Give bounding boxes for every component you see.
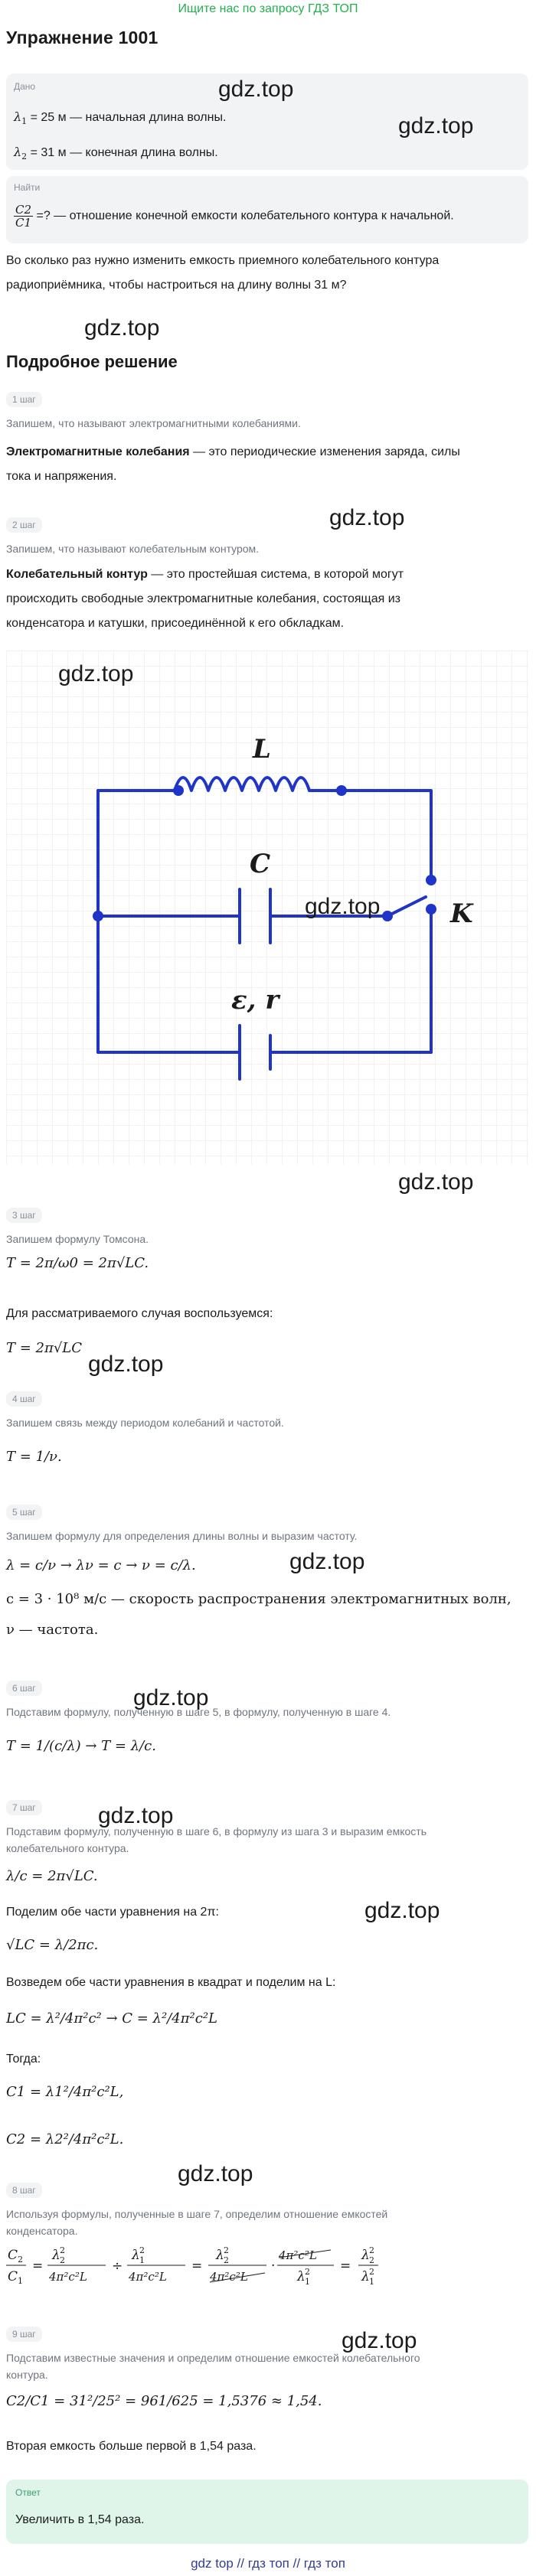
svg-text:2: 2 — [139, 2245, 145, 2255]
step-5-formula — [6, 1557, 528, 1574]
svg-text:4π²c²L: 4π²c²L — [49, 2270, 87, 2284]
step-1-definition-cont: тока и напряжения. — [6, 470, 117, 483]
svg-text:2: 2 — [60, 2255, 65, 2265]
svg-text:λ: λ — [361, 2269, 370, 2284]
footer-separator: // — [289, 2556, 304, 2571]
definition: — это простейшая система, в которой могут — [147, 568, 404, 581]
step-5-nu — [6, 1621, 528, 1639]
junction-dot — [382, 911, 393, 921]
watermark: gdz.top — [329, 505, 405, 530]
step-8-intro-cont: конденсатора. — [6, 2225, 78, 2237]
step-7-then: Тогда: — [6, 2053, 41, 2066]
svg-text:λ: λ — [216, 2248, 224, 2263]
watermark: gdz.top — [305, 894, 381, 919]
capacitor-label: C — [250, 849, 271, 879]
svg-text:4π²c²L: 4π²c²L — [129, 2270, 167, 2284]
step-7-formula-1 — [6, 1867, 528, 1885]
svg-text:2: 2 — [305, 2267, 310, 2277]
step-7-intro-cont: колебательного контура. — [6, 1842, 129, 1854]
footer-link-2[interactable]: гдз топ — [247, 2556, 289, 2571]
watermark: gdz.top — [58, 661, 134, 686]
step-chip: 6 шаг — [6, 1681, 42, 1696]
step-7-formula-3 — [6, 2010, 528, 2027]
step-8-intro: Используя формулы, полученные в шаге 7, определим отношение емкостей — [6, 2208, 388, 2220]
svg-text:2: 2 — [369, 2267, 374, 2277]
junction-dot — [93, 911, 103, 921]
lambda-symbol: λ — [14, 109, 22, 124]
formula-text: λ/c = 2π√LC. — [6, 1868, 98, 1884]
given-text: = 31 м — конечная длина волны. — [27, 146, 218, 159]
step-1-intro: Запишем, что называют электромагнитными колебаниями. — [6, 417, 301, 429]
step-1-definition — [6, 444, 528, 461]
step-3-formula-2 — [6, 1339, 528, 1357]
watermark: gdz.top — [342, 2328, 417, 2353]
step-4-intro: Запишем связь между периодом колебаний и частотой. — [6, 1417, 284, 1429]
svg-text:2: 2 — [369, 2255, 374, 2265]
svg-text:1: 1 — [305, 2277, 310, 2287]
footer-link-1[interactable]: gdz top — [191, 2556, 234, 2571]
svg-text:1: 1 — [369, 2277, 374, 2287]
formula-text: T = 2π/ω0 = 2π√LC. — [6, 1255, 149, 1271]
step-chip: 9 шаг — [6, 2327, 42, 2342]
term: Колебательный контур — [6, 568, 148, 581]
step-4 — [6, 1391, 528, 1407]
step-3-note: Для рассматриваемого случая воспользуемся: — [6, 1307, 273, 1320]
step-6-intro: Подставим формулу, полученную в шаге 5, в формулу, полученную в шаге 4. — [6, 1706, 391, 1718]
step-3-intro: Запишем формулу Томсона. — [6, 1233, 149, 1245]
step-4-formula — [6, 1448, 528, 1466]
svg-text:1: 1 — [18, 2276, 23, 2286]
watermark: gdz.top — [84, 315, 160, 341]
find-line — [14, 204, 454, 229]
watermark: gdz.top — [98, 1803, 174, 1828]
definition: — это периодические изменения заряда, силы — [189, 445, 460, 458]
svg-text:÷: ÷ — [112, 2258, 123, 2274]
answer-label: Ответ — [15, 2487, 41, 2498]
ratio-fraction — [14, 204, 33, 229]
term: Электромагнитные колебания — [6, 445, 190, 458]
lambda-index: 2 — [21, 152, 28, 161]
find-text: =? — отношение конечной емкости колебательного контура к начальной. — [33, 209, 454, 223]
step-5-intro: Запишем формулу для определения длины волны и выразим частоту. — [6, 1530, 358, 1542]
step-2 — [6, 517, 528, 533]
search-banner[interactable]: Ищите нас по запросу ГДЗ ТОП — [178, 2, 358, 15]
formula-text: T = 1/ν. — [6, 1449, 62, 1465]
switch-contact — [426, 875, 436, 885]
svg-text:λ: λ — [52, 2248, 60, 2263]
junction-dot — [173, 785, 184, 796]
step-chip: 1 шаг — [6, 392, 42, 407]
svg-text:4π²c²L: 4π²c²L — [210, 2270, 248, 2284]
svg-text:λ: λ — [361, 2248, 370, 2263]
formula-text: LC = λ²/4π²c² → C = λ²/4π²c²L — [6, 2010, 217, 2027]
page-title: Упражнение 1001 — [6, 28, 159, 47]
step-2-definition-cont: происходить свободные электромагнитные колебания, состоящая из — [6, 592, 400, 605]
watermark: gdz.top — [88, 1352, 164, 1377]
formula-text: C2/C1 = 31²/25² = 961/625 = 1,5376 ≈ 1,54. — [6, 2393, 322, 2409]
footer-links — [0, 2556, 536, 2571]
step-2-definition-cont2: конденсатора и катушки, присоединённой к его обкладкам. — [6, 617, 345, 630]
answer-box — [6, 2480, 528, 2544]
svg-text:2: 2 — [224, 2245, 229, 2255]
watermark: gdz.top — [218, 77, 294, 102]
formula-text: T = 2π√LC — [6, 1340, 83, 1356]
svg-text:C: C — [8, 2269, 18, 2284]
svg-text:2: 2 — [60, 2245, 65, 2255]
step-7-square-note: Возведем обе части уравнения в квадрат и поделим на L: — [6, 1976, 336, 1989]
step-3-formula — [6, 1255, 528, 1272]
svg-text:=: = — [340, 2258, 351, 2274]
svg-text:λ: λ — [297, 2269, 306, 2284]
step-5-speed — [6, 1590, 528, 1608]
svg-text:C: C — [8, 2248, 18, 2263]
svg-text:·: · — [271, 2258, 276, 2274]
step-8-formula — [6, 2242, 528, 2288]
step-9-conclusion: Вторая емкость больше первой в 1,54 раза. — [6, 2440, 257, 2453]
lambda-index: 1 — [21, 116, 28, 126]
step-3 — [6, 1208, 528, 1223]
svg-text:2: 2 — [18, 2255, 23, 2265]
step-chip: 3 шаг — [6, 1208, 42, 1223]
step-8 — [6, 2183, 528, 2198]
step-7-intro: Подставим формулу, полученную в шаге 6, в формулу из шага 3 и выразим емкость — [6, 1825, 427, 1837]
question-line-1: Во сколько раз нужно изменить емкость приемного колебательного контура — [6, 254, 440, 267]
formula-text: T = 1/(c/λ) → T = λ/c. — [6, 1738, 156, 1754]
formula-text: C1 = λ1²/4π²c²L, — [6, 2084, 124, 2100]
formula-text: ν — частота. — [6, 1622, 99, 1638]
footer-separator: // — [233, 2556, 248, 2571]
step-2-definition — [6, 566, 528, 583]
fraction-numerator: C2 — [15, 203, 32, 217]
watermark: gdz.top — [178, 2161, 253, 2186]
step-2-intro: Запишем, что называют колебательным контуром. — [6, 543, 260, 555]
step-7-formula-4 — [6, 2083, 528, 2101]
step-9 — [6, 2327, 528, 2342]
svg-text:=: = — [32, 2258, 44, 2274]
step-chip: 4 шаг — [6, 1391, 42, 1407]
watermark: gdz.top — [133, 1685, 209, 1710]
junction-dot — [336, 785, 347, 796]
solution-title: Подробное решение — [6, 352, 178, 371]
find-label: Найти — [14, 182, 41, 193]
step-7-formula-2 — [6, 1936, 528, 1954]
watermark: gdz.top — [398, 113, 474, 139]
given-label: Дано — [14, 81, 36, 92]
svg-text:2: 2 — [369, 2245, 374, 2255]
step-7 — [6, 1800, 528, 1815]
svg-text:2: 2 — [224, 2255, 229, 2265]
step-chip: 2 шаг — [6, 517, 42, 533]
step-9-intro: Подставим известные значения и определим отношение емкостей колебательного — [6, 2352, 420, 2364]
footer-link-3[interactable]: гдз топ — [303, 2556, 345, 2571]
step-9-intro-cont: контура. — [6, 2369, 48, 2381]
step-7-divide-note: Поделим обе части уравнения на 2π: — [6, 1906, 219, 1919]
step-9-formula — [6, 2392, 528, 2410]
given-line-1 — [14, 109, 226, 130]
switch-contact — [426, 904, 436, 915]
watermark: gdz.top — [398, 1169, 474, 1195]
formula-text: √LC = λ/2πc. — [6, 1937, 99, 1953]
circuit-diagram — [6, 651, 528, 1165]
step-7-formula-5 — [6, 2131, 528, 2148]
step-1 — [6, 392, 528, 407]
given-line-2 — [14, 144, 218, 165]
step-chip: 7 шаг — [6, 1800, 42, 1815]
battery-label: ε, r — [231, 985, 279, 1016]
fraction-denominator: C1 — [15, 216, 32, 230]
step-chip: 5 шаг — [6, 1505, 42, 1520]
formula-text: C2 = λ2²/4π²c²L. — [6, 2131, 124, 2147]
answer-text: Увеличить в 1,54 раза. — [15, 2513, 145, 2526]
given-text: = 25 м — начальная длина волны. — [27, 111, 227, 124]
formula-text: λ = c/ν → λν = c → ν = c/λ. — [6, 1557, 196, 1573]
formula-text: c = 3 · 10⁸ м/с — скорость распространения электромагнитных волн, — [6, 1591, 511, 1607]
svg-text:4π²c²L: 4π²c²L — [279, 2248, 317, 2262]
svg-text:λ: λ — [132, 2248, 140, 2263]
watermark: gdz.top — [364, 1898, 440, 1923]
switch-label: K — [450, 898, 473, 929]
question-line-2: радиоприёмника, чтобы настроиться на длину волны 31 м? — [6, 279, 347, 292]
lambda-symbol: λ — [14, 145, 22, 159]
step-chip: 8 шаг — [6, 2183, 42, 2198]
watermark: gdz.top — [289, 1549, 365, 1574]
svg-text:=: = — [191, 2258, 203, 2274]
inductor-label: L — [253, 734, 271, 765]
svg-text:1: 1 — [139, 2255, 145, 2265]
step-6-formula — [6, 1737, 528, 1755]
step-5 — [6, 1505, 528, 1520]
step-6 — [6, 1681, 528, 1696]
find-box — [6, 176, 528, 243]
